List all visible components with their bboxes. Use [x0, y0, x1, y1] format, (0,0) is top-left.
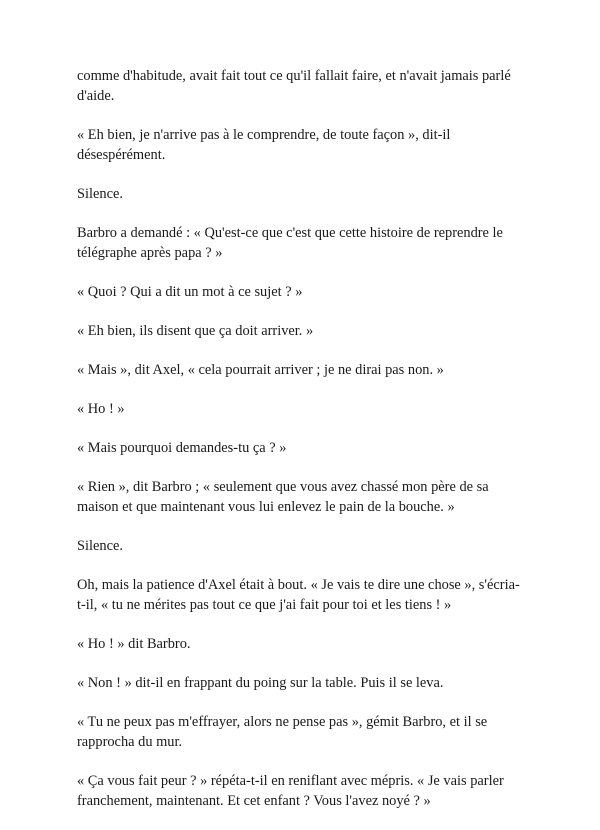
paragraph: « Ça vous fait peur ? » répéta-t-il en reniflant avec mépris. « Je vais parler franchement, maintenant. Et cet enfant ? Vous l'avez noyé ? »	[77, 773, 504, 809]
paragraph: Silence.	[77, 186, 123, 202]
paragraph: Oh, mais la patience d'Axel était à bout. « Je vais te dire une chose », s'écria-t-il, « tu ne mérites pas tout ce que j'ai fait pour toi et les tiens ! »	[77, 577, 520, 613]
paragraph: comme d'habitude, avait fait tout ce qu'il fallait faire, et n'avait jamais parlé d'aide.	[77, 68, 511, 104]
paragraph: « Non ! » dit-il en frappant du poing sur la table. Puis il se leva.	[77, 675, 444, 691]
paragraph: « Tu ne peux pas m'effrayer, alors ne pense pas », gémit Barbro, et il se rapprocha du mur.	[77, 714, 488, 750]
paragraph: « Mais », dit Axel, « cela pourrait arriver ; je ne dirai pas non. »	[77, 362, 444, 378]
paragraph: « Eh bien, ils disent que ça doit arriver. »	[77, 323, 314, 339]
paragraph: « Ho ! »	[77, 401, 125, 417]
paragraph: « Rien », dit Barbro ; « seulement que vous avez chassé mon père de sa maison et que maintenant vous lui enlevez le pain de la bouche. »	[77, 479, 489, 515]
paragraph: « Eh bien, je n'arrive pas à le comprendre, de toute façon », dit-il désespérément.	[77, 127, 451, 163]
paragraph: « Ho ! » dit Barbro.	[77, 636, 191, 652]
text-column	[77, 66, 527, 830]
paragraph: « Mais pourquoi demandes-tu ça ? »	[77, 440, 287, 456]
paragraph: Silence.	[77, 538, 123, 554]
paragraph: Barbro a demandé : « Qu'est-ce que c'est que cette histoire de reprendre le télégraphe après papa ? »	[77, 225, 503, 261]
paragraph: « Quoi ? Qui a dit un mot à ce sujet ? »	[77, 284, 303, 300]
